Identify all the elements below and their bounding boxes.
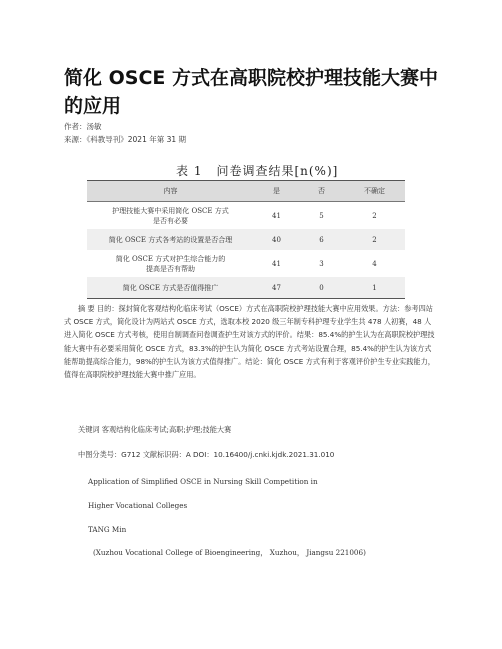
row-content: 护理技能大赛中采用简化 OSCE 方式 是否有必要 [112, 206, 229, 225]
row-no: 5 [319, 211, 324, 220]
row-no: 6 [319, 235, 324, 244]
article-title: 简化 OSCE 方式在高职院校护理技能大赛中的应用 [64, 67, 438, 117]
table-caption-number: 表 1 [176, 164, 203, 178]
table-row [87, 277, 405, 299]
english-title-line-2: Higher Vocational Colleges [88, 501, 188, 510]
row-yes: 40 [272, 235, 281, 244]
author-line: 作者：汤敏 [64, 122, 102, 131]
header-no: 否 [299, 181, 344, 202]
row-yes: 47 [254, 277, 299, 299]
table-row [87, 202, 405, 230]
header-unsure: 不确定 [344, 181, 405, 202]
table-caption [176, 162, 338, 179]
row-yes: 41 [272, 211, 281, 220]
row-no: 3 [319, 259, 324, 268]
abstract-paragraph: 摘 要 目的：探封简化客观结构化临床考试（OSCE）方式在高职院校护理技能大赛中应用效果。方法：参考四站式 OSCE 方式，简化设计为两站式 OSCE 方式，选取本校 2020 级三年制专科护理专业学生共 478 人初赛，48 人进入简化 OSCE 方式考核，使用自制调查问卷调查护生对该方式的评价。结果：85.4%的护生认为在高职院校护理技能大赛中有必要采用简化 OSCE 方式，83.3%的护生认为简化 OSCE 方式考站设置合理，85.4%的护生认为该方式能帮助提高综合能力，98%的护生认为该方式值得推广。结论：简化 OSCE 方式有利于客观评价护生专业实践能力，值得在高职院校护理技能大赛中推广应用。 [64, 304, 435, 380]
row-content: 简化 OSCE 方式对护生综合能力的 提高是否有帮助 [115, 254, 226, 273]
row-unsure: 1 [344, 277, 405, 299]
row-unsure: 2 [372, 235, 377, 244]
english-author: TANG Min [88, 525, 127, 534]
row-no: 0 [299, 277, 344, 299]
keywords-line: 关键词 客观结构化临床考试;高职;护理;技能大赛 [78, 425, 232, 434]
row-unsure: 2 [372, 211, 377, 220]
survey-table [87, 180, 405, 299]
source-line: 来源：《科教导刊》2021 年第 31 期 [64, 135, 187, 144]
table-caption-text: 问卷调查结果[n(%)] [216, 164, 339, 178]
row-unsure: 4 [372, 259, 377, 268]
classification-line: 中图分类号：G712 文献标识码：A DOI：10.16400/j.cnki.kjdk.2021.31.010 [78, 450, 335, 459]
row-content: 简化 OSCE 方式是否值得推广 [87, 277, 254, 299]
table-row [87, 229, 405, 250]
table-row [87, 250, 405, 277]
table-header-row [87, 181, 405, 202]
english-title-line-1: Application of Simplified OSCE in Nursing Skill Competition in [88, 477, 318, 486]
row-content: 简化 OSCE 方式各考站的设置是否合理 [108, 235, 233, 244]
header-content: 内容 [87, 181, 254, 202]
row-yes: 41 [272, 259, 281, 268]
header-yes: 是 [254, 181, 299, 202]
english-affiliation: (Xuzhou Vocational College of Bioengineering， Xuzhou， Jiangsu 221006) [93, 548, 366, 557]
